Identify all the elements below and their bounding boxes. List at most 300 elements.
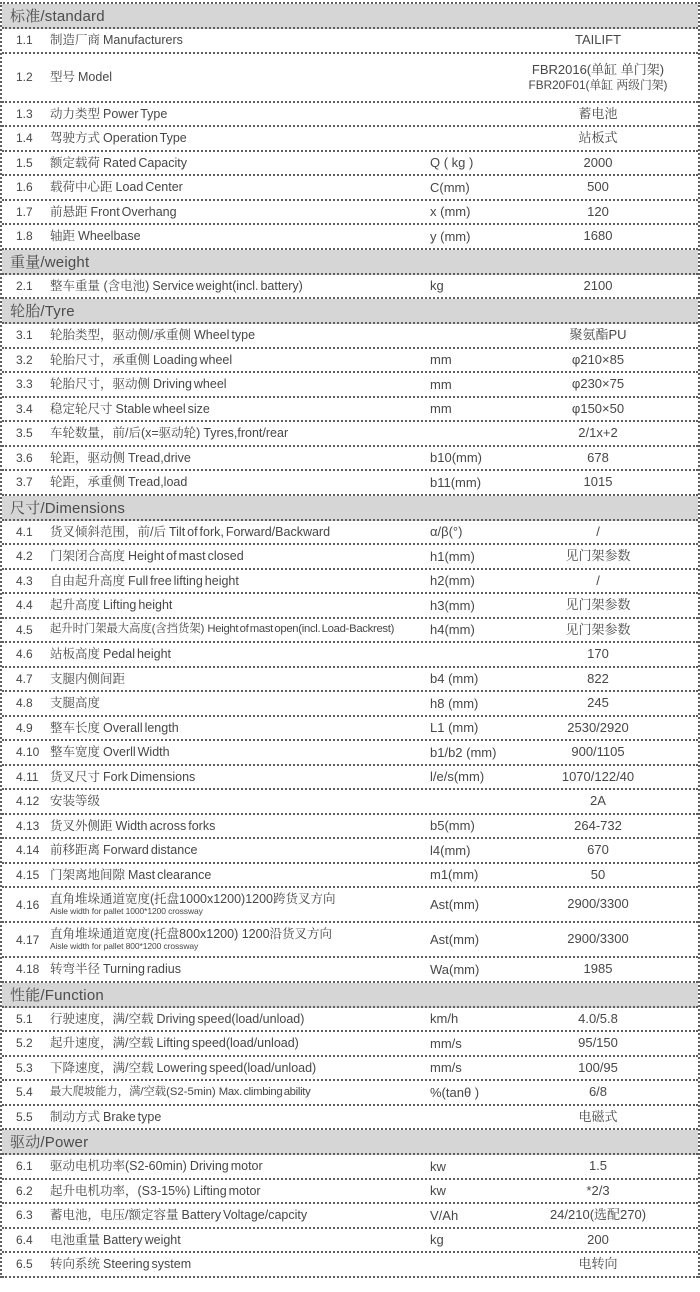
row-description-zh: 起升时门架最大高度(含挡货架) bbox=[50, 623, 205, 636]
row-number: 5.1 bbox=[16, 1011, 33, 1026]
table-row bbox=[2, 594, 698, 619]
row-value bbox=[504, 327, 698, 343]
table-row bbox=[2, 324, 698, 349]
row-description-zh: 起升高度 bbox=[50, 598, 101, 613]
row-value-line1: 1680 bbox=[583, 228, 613, 244]
row-number: 4.8 bbox=[16, 696, 33, 711]
row-value bbox=[504, 401, 698, 417]
row-number: 4.9 bbox=[16, 720, 33, 735]
row-value-line1: 见门架参数 bbox=[565, 597, 631, 613]
row-description bbox=[50, 1012, 430, 1026]
row-description-zh: 轮胎尺寸，驱动侧 bbox=[50, 377, 151, 392]
row-description-en: Wheel type bbox=[193, 328, 256, 343]
row-description bbox=[50, 696, 430, 710]
row-value bbox=[504, 1183, 698, 1199]
table-row bbox=[2, 888, 698, 923]
row-value-line1: 200 bbox=[587, 1231, 609, 1247]
row-description-en: Driving wheel bbox=[153, 377, 227, 392]
row-value bbox=[504, 1084, 698, 1100]
row-description-en: Wheelbase bbox=[78, 229, 141, 244]
row-description bbox=[50, 868, 430, 882]
row-value bbox=[504, 573, 698, 589]
table-row bbox=[2, 643, 698, 668]
row-description bbox=[50, 1184, 430, 1198]
row-number: 1.1 bbox=[16, 33, 33, 48]
row-unit: m1(mm) bbox=[430, 867, 479, 883]
row-description bbox=[50, 525, 430, 539]
row-number: 4.17 bbox=[16, 932, 40, 947]
row-description-zh: 整车重量 (含电池) bbox=[50, 278, 150, 293]
section-header bbox=[2, 496, 698, 521]
row-unit: Ast(mm) bbox=[430, 897, 480, 912]
row-number: 4.2 bbox=[16, 549, 33, 564]
row-value bbox=[504, 106, 698, 122]
row-description-zh: 驾驶方式 bbox=[50, 131, 101, 146]
row-value-line1: 电转向 bbox=[578, 1256, 618, 1272]
row-unit: b5(mm) bbox=[430, 818, 475, 834]
row-value-line1: 2/1x+2 bbox=[578, 425, 618, 441]
row-description-zh: 门架闭合高度 bbox=[50, 549, 126, 564]
row-value-line1: 2000 bbox=[583, 154, 613, 170]
row-value-line1: φ210×85 bbox=[571, 351, 625, 367]
row-value bbox=[504, 1158, 698, 1174]
row-value-line1: 500 bbox=[587, 179, 609, 195]
row-unit: km/h bbox=[430, 1011, 459, 1027]
row-description-en: Steering system bbox=[103, 1257, 192, 1272]
table-row bbox=[2, 103, 698, 128]
row-value-line1: 1985 bbox=[583, 961, 613, 977]
row-value bbox=[504, 352, 698, 368]
row-description bbox=[50, 1036, 430, 1050]
row-value-line1: 2900/3300 bbox=[567, 896, 629, 912]
row-unit: b1/b2 (mm) bbox=[430, 744, 497, 760]
row-description-zh: 门架离地间隙 bbox=[50, 867, 126, 882]
table-row bbox=[2, 152, 698, 177]
row-description-zh: 支腿高度 bbox=[50, 696, 101, 711]
row-value-line1: / bbox=[596, 523, 600, 539]
table-row bbox=[2, 1057, 698, 1082]
row-value bbox=[504, 1109, 698, 1125]
row-description-en: Operation Type bbox=[103, 131, 187, 146]
row-value bbox=[504, 278, 698, 294]
row-unit: Ast(mm) bbox=[430, 932, 480, 947]
section-header bbox=[2, 299, 698, 324]
row-value-line1: 见门架参数 bbox=[565, 621, 631, 637]
row-number: 3.2 bbox=[16, 352, 33, 367]
row-unit: h3(mm) bbox=[430, 597, 475, 613]
row-value-line1: 见门架参数 bbox=[565, 548, 631, 564]
row-value bbox=[504, 474, 698, 490]
row-description bbox=[50, 549, 430, 563]
row-value bbox=[504, 1207, 698, 1223]
table-row bbox=[2, 1229, 698, 1254]
row-value bbox=[504, 744, 698, 760]
table-row bbox=[2, 521, 698, 546]
row-value bbox=[504, 671, 698, 687]
row-number: 3.4 bbox=[16, 401, 33, 416]
row-value-line1: 822 bbox=[587, 670, 609, 686]
row-description-zh: 自由起升高度 bbox=[50, 573, 126, 588]
row-description bbox=[50, 1110, 430, 1124]
row-value bbox=[504, 896, 698, 912]
row-number: 1.3 bbox=[16, 106, 33, 121]
row-description-en: Height of mast open(incl. Load-Backrest) bbox=[207, 623, 395, 636]
row-description bbox=[50, 426, 430, 440]
row-description-zh: 动力类型 bbox=[50, 106, 101, 121]
row-number: 3.1 bbox=[16, 328, 33, 343]
row-description bbox=[50, 598, 430, 612]
row-number: 5.5 bbox=[16, 1109, 33, 1124]
row-description-en: Model bbox=[78, 69, 113, 84]
row-value-line1: 264-732 bbox=[574, 817, 622, 833]
table-row bbox=[2, 545, 698, 570]
row-number: 4.5 bbox=[16, 622, 33, 637]
row-unit: b11(mm) bbox=[430, 474, 482, 490]
row-number: 6.2 bbox=[16, 1183, 33, 1198]
row-description bbox=[50, 451, 430, 465]
row-unit: Wa(mm) bbox=[430, 961, 480, 977]
row-value-line1: TAILIFT bbox=[575, 32, 621, 48]
row-value bbox=[504, 62, 698, 93]
row-number: 4.1 bbox=[16, 524, 33, 539]
row-number: 4.13 bbox=[16, 818, 40, 833]
section-title: 标准/standard bbox=[10, 8, 105, 25]
row-value bbox=[504, 769, 698, 785]
row-description bbox=[50, 1257, 430, 1271]
table-row bbox=[2, 1204, 698, 1229]
row-description bbox=[50, 1208, 430, 1222]
row-number: 4.4 bbox=[16, 598, 33, 613]
row-description-zh: 轮距，驱动侧 bbox=[50, 450, 126, 465]
table-row bbox=[2, 1032, 698, 1057]
row-number: 3.7 bbox=[16, 475, 33, 490]
row-description-en: Driving motor bbox=[189, 1159, 263, 1174]
section-title: 性能/Function bbox=[10, 986, 104, 1004]
row-unit: Q ( kg ) bbox=[430, 155, 474, 171]
row-description-en: Width across forks bbox=[115, 818, 216, 833]
row-description-en: Turning radius bbox=[103, 962, 181, 977]
row-value-line1: 电磁式 bbox=[578, 1108, 618, 1124]
row-value-line1: 678 bbox=[587, 449, 609, 465]
section-title: 尺寸/Dimensions bbox=[10, 499, 126, 517]
row-description-en: Pedal height bbox=[103, 647, 172, 662]
row-number: 5.4 bbox=[16, 1085, 33, 1100]
row-description-zh: 货叉尺寸 bbox=[50, 769, 101, 784]
row-value-line1: 聚氨酯PU bbox=[569, 327, 627, 343]
row-description-zh: 载荷中心距 bbox=[50, 180, 113, 195]
row-number: 3.6 bbox=[16, 450, 33, 465]
row-unit: l4(mm) bbox=[430, 842, 471, 858]
row-description bbox=[50, 180, 430, 194]
row-description-zh: 前悬距 bbox=[50, 204, 88, 219]
row-description-zh: 驱动电机功率(S2-60min) bbox=[50, 1159, 187, 1174]
section-header bbox=[2, 4, 698, 29]
row-description-zh: 站板高度 bbox=[50, 647, 101, 662]
row-description-en: Overll Width bbox=[103, 745, 170, 760]
table-row bbox=[2, 790, 698, 815]
table-row bbox=[2, 692, 698, 717]
row-unit: h2(mm) bbox=[430, 573, 475, 589]
row-value bbox=[504, 179, 698, 195]
row-description-en: Fork Dimensions bbox=[103, 769, 196, 784]
row-number: 4.11 bbox=[16, 769, 39, 784]
row-value-line1: 245 bbox=[587, 695, 609, 711]
row-value-line1: 24/210(选配270) bbox=[549, 1207, 647, 1223]
row-description bbox=[50, 1233, 430, 1247]
table-row bbox=[2, 570, 698, 595]
spec-table bbox=[0, 2, 700, 1278]
row-number: 1.2 bbox=[16, 70, 33, 84]
row-value bbox=[504, 1256, 698, 1272]
row-unit: mm/s bbox=[430, 1060, 462, 1076]
row-description bbox=[50, 794, 430, 808]
row-number: 1.5 bbox=[16, 155, 33, 170]
row-description-en: Lifting speed(load/unload) bbox=[156, 1036, 299, 1051]
row-description bbox=[50, 402, 430, 416]
section-header bbox=[2, 983, 698, 1008]
row-value bbox=[504, 842, 698, 858]
row-description bbox=[50, 574, 430, 588]
table-row bbox=[2, 864, 698, 889]
row-description bbox=[50, 156, 430, 170]
row-number: 5.3 bbox=[16, 1060, 33, 1075]
row-description bbox=[50, 353, 430, 367]
table-row bbox=[2, 766, 698, 791]
row-value-line1: 100/95 bbox=[578, 1059, 618, 1075]
row-value bbox=[504, 450, 698, 466]
row-description bbox=[50, 843, 430, 857]
row-value bbox=[504, 818, 698, 834]
row-number: 4.15 bbox=[16, 867, 40, 882]
section-header bbox=[2, 1130, 698, 1155]
row-description-en: Mast clearance bbox=[128, 867, 212, 882]
row-value-line1: 1.5 bbox=[588, 1158, 608, 1174]
row-description-zh: 直角堆垛通道宽度(托盘1000x1200)1200跨货叉方向 bbox=[50, 891, 336, 906]
row-description bbox=[50, 229, 430, 243]
row-description-en: Front Overhang bbox=[90, 204, 177, 219]
row-description bbox=[50, 377, 430, 391]
table-row bbox=[2, 127, 698, 152]
row-unit: l/e/s(mm) bbox=[430, 769, 485, 785]
table-row bbox=[2, 225, 698, 250]
row-value-line1: 670 bbox=[587, 842, 609, 858]
row-description-en: Tread,load bbox=[128, 475, 188, 490]
row-description-zh: 起升速度，满/空载 bbox=[50, 1036, 154, 1051]
row-value-line1: 2100 bbox=[583, 277, 613, 293]
row-value-line1: 2A bbox=[590, 793, 606, 809]
table-row bbox=[2, 815, 698, 840]
row-description bbox=[50, 892, 430, 917]
row-description-zh: 车轮数量，前/后(x=驱动轮) bbox=[50, 426, 201, 441]
row-description-zh: 转弯半径 bbox=[50, 962, 101, 977]
row-value bbox=[504, 548, 698, 564]
row-description bbox=[50, 647, 430, 661]
row-value bbox=[504, 425, 698, 441]
section-title: 重量/weight bbox=[10, 253, 90, 271]
row-number: 1.4 bbox=[16, 131, 33, 146]
row-description-en: Max. climbing ability bbox=[218, 1085, 311, 1098]
row-description bbox=[50, 328, 430, 342]
row-unit: h8 (mm) bbox=[430, 695, 479, 711]
row-value-line1: FBR2016(单缸 单门架) bbox=[531, 61, 665, 77]
row-unit: α/β(°) bbox=[430, 524, 463, 540]
row-value bbox=[504, 622, 698, 638]
row-unit: mm bbox=[430, 376, 452, 392]
table-row bbox=[2, 398, 698, 423]
table-row bbox=[2, 54, 698, 103]
row-description-zh: 转向系统 bbox=[50, 1257, 101, 1272]
row-number: 4.3 bbox=[16, 573, 33, 588]
row-number: 2.1 bbox=[16, 278, 33, 293]
row-unit: kg bbox=[430, 1232, 444, 1248]
row-description-en: Brake type bbox=[103, 1109, 162, 1124]
row-unit: kw bbox=[430, 1158, 446, 1174]
row-description-zh: 蓄电池，电压/额定容量 bbox=[50, 1208, 179, 1223]
row-value-line1: *2/3 bbox=[586, 1182, 610, 1198]
row-value-line1: 50 bbox=[590, 866, 606, 882]
row-description-en: Driving speed(load/unload) bbox=[156, 1011, 305, 1026]
row-value bbox=[504, 1011, 698, 1027]
row-description bbox=[50, 33, 430, 47]
row-description-zh: 稳定轮尺寸 bbox=[50, 401, 113, 416]
row-description-en: Overall length bbox=[103, 720, 179, 735]
row-value-line1: 120 bbox=[587, 203, 609, 219]
row-description-zh: 行驶速度，满/空载 bbox=[50, 1011, 154, 1026]
row-description bbox=[50, 770, 430, 784]
row-description-en: Height of mast closed bbox=[128, 549, 244, 564]
row-description-zh: 支腿内侧间距 bbox=[50, 671, 126, 686]
row-number: 6.3 bbox=[16, 1208, 33, 1223]
row-description-en: Manufacturers bbox=[103, 33, 183, 48]
row-value-line1: φ150×50 bbox=[571, 400, 625, 416]
row-value bbox=[504, 130, 698, 146]
row-number: 4.18 bbox=[16, 962, 40, 977]
row-value-line1: / bbox=[596, 572, 600, 588]
row-number: 4.10 bbox=[16, 745, 40, 760]
row-description bbox=[50, 205, 430, 219]
row-value bbox=[504, 597, 698, 613]
row-value bbox=[504, 1035, 698, 1051]
table-row bbox=[2, 619, 698, 644]
row-description-zh: 前移距离 bbox=[50, 843, 101, 858]
row-description-zh: 整车长度 bbox=[50, 720, 101, 735]
row-description-en: Service weight(incl. battery) bbox=[152, 278, 303, 293]
row-description-en: Power Type bbox=[103, 106, 168, 121]
row-description-en: Stable wheel size bbox=[115, 401, 210, 416]
row-number: 4.7 bbox=[16, 671, 33, 686]
row-number: 6.1 bbox=[16, 1159, 33, 1174]
row-description bbox=[50, 721, 430, 735]
row-description bbox=[50, 1159, 430, 1173]
row-description bbox=[50, 70, 430, 84]
row-number: 1.8 bbox=[16, 229, 33, 244]
row-unit: mm bbox=[430, 352, 452, 368]
row-description-zh: 制动方式 bbox=[50, 1109, 101, 1124]
row-description-zh: 货叉外侧距 bbox=[50, 818, 113, 833]
row-unit: y (mm) bbox=[430, 228, 471, 244]
row-number: 5.2 bbox=[16, 1036, 33, 1051]
row-number: 4.12 bbox=[16, 794, 40, 809]
row-description-sub: Aisle width for pallet 1000*1200 crossway bbox=[50, 906, 203, 917]
table-row bbox=[2, 447, 698, 472]
row-description-zh: 最大爬坡能力，满/空载(S2-5min) bbox=[50, 1085, 216, 1098]
row-description-zh: 型号 bbox=[50, 69, 76, 84]
row-value-line1: φ230×75 bbox=[571, 376, 625, 392]
row-value bbox=[504, 695, 698, 711]
row-number: 6.5 bbox=[16, 1257, 33, 1272]
row-description bbox=[50, 131, 430, 145]
row-description-en: Forward distance bbox=[103, 843, 198, 858]
row-unit: b4 (mm) bbox=[430, 671, 479, 687]
row-description-en: Full free lifting height bbox=[128, 573, 239, 588]
row-description-zh: 货叉倾斜范围，前/后 bbox=[50, 524, 166, 539]
row-value bbox=[504, 646, 698, 662]
row-description-en: Lifting motor bbox=[193, 1183, 261, 1198]
row-value bbox=[504, 793, 698, 809]
row-value bbox=[504, 1232, 698, 1248]
table-row bbox=[2, 717, 698, 742]
table-row bbox=[2, 1253, 698, 1278]
row-description bbox=[50, 279, 430, 293]
row-description-en: Load Center bbox=[115, 180, 183, 195]
row-description bbox=[50, 1086, 430, 1099]
row-number: 1.6 bbox=[16, 180, 33, 195]
row-value-line1: 2530/2920 bbox=[567, 719, 629, 735]
row-description bbox=[50, 672, 430, 686]
row-value bbox=[504, 931, 698, 947]
table-row bbox=[2, 923, 698, 958]
row-description-zh: 下降速度，满/空载 bbox=[50, 1060, 154, 1075]
row-description-zh: 电池重量 bbox=[50, 1232, 101, 1247]
row-description-zh: 轴距 bbox=[50, 229, 76, 244]
table-row bbox=[2, 373, 698, 398]
row-unit: V/Ah bbox=[430, 1207, 459, 1223]
row-value-line1: 900/1105 bbox=[571, 744, 625, 760]
row-description-zh: 额定载荷 bbox=[50, 155, 101, 170]
row-unit: kw bbox=[430, 1183, 446, 1199]
row-description-en: Lowering speed(load/unload) bbox=[156, 1060, 317, 1075]
row-description-zh: 轮胎类型，驱动侧/承重侧 bbox=[50, 328, 191, 343]
row-description-en: Tyres,front/rear bbox=[203, 426, 289, 441]
row-value-line1: 2900/3300 bbox=[567, 931, 629, 947]
table-row bbox=[2, 1008, 698, 1033]
row-value bbox=[504, 204, 698, 220]
row-description bbox=[50, 623, 430, 636]
section-header bbox=[2, 250, 698, 275]
table-row bbox=[2, 839, 698, 864]
row-description-zh: 轮距，承重侧 bbox=[50, 475, 126, 490]
row-description-en: Loading wheel bbox=[153, 352, 233, 367]
row-number: 4.6 bbox=[16, 647, 33, 662]
row-description-en: Battery Voltage/capcity bbox=[181, 1208, 308, 1223]
row-value-line1: 95/150 bbox=[578, 1035, 618, 1051]
row-value bbox=[504, 720, 698, 736]
row-unit: C(mm) bbox=[430, 179, 470, 195]
table-row bbox=[2, 958, 698, 983]
row-number: 3.3 bbox=[16, 377, 33, 392]
row-description-zh: 起升电机功率，(S3-15%) bbox=[50, 1183, 191, 1198]
table-row bbox=[2, 422, 698, 447]
row-value-line2: FBR20F01(单缸 两级门架) bbox=[528, 77, 668, 92]
table-row bbox=[2, 471, 698, 496]
table-row bbox=[2, 1155, 698, 1180]
section-title: 轮胎/Tyre bbox=[10, 303, 75, 320]
table-row bbox=[2, 1106, 698, 1131]
row-description bbox=[50, 1061, 430, 1075]
table-row bbox=[2, 741, 698, 766]
row-number: 3.5 bbox=[16, 426, 33, 441]
row-description-sub: Aisle width for pallet 800*1200 crossway bbox=[50, 941, 199, 952]
